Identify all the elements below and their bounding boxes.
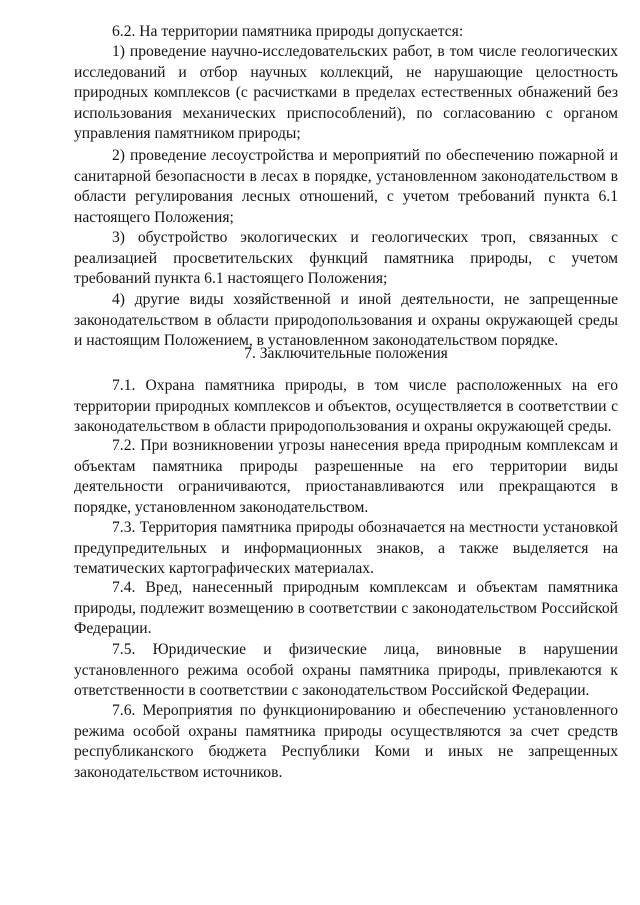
clause-7-6: 7.6. Мероприятия по функционированию и обеспечению установленного режима особой охраны памятника природы осуществляются за счет средств республиканского бюджета Республики Коми и иных не запрещенных законодательством источников. [74, 702, 618, 781]
clause-7-5: 7.5. Юридические и физические лица, виновные в нарушении установленного режима особой охраны памятника природы, привлекаются к ответственности в соответствии с законодательством Российской Федерации. [74, 641, 618, 700]
clause-6-2-item-2: 2) проведение лесоустройства и мероприятий по обеспечению пожарной и санитарной безопасности в лесах в порядке, установленном законодательством в области регулирования лесных отношений, с учетом требований пункта 6.1 настоящего Положения; [74, 147, 618, 226]
clause-7-4: 7.4. Вред, нанесенный природным комплексам и объектам памятника природы, подлежит возмещению в соответствии с законодательством Российской Федерации. [74, 579, 618, 638]
clause-7-3: 7.3. Территория памятника природы обозначается на местности установкой предупредительных и информационных знаков, а также выделяется на тематических картографических материалах. [74, 519, 618, 578]
clause-7-1: 7.1. Охрана памятника природы, в том числе расположенных на его территории природных комплексов и объектов, осуществляется в соответствии с законодательством в области природопользования и охраны окружающей среды. [74, 377, 618, 436]
clause-6-2-item-1: 1) проведение научно-исследовательских работ, в том числе геологических исследований и отбор научных коллекций, не нарушающие целостность природных комплексов (с расчистками в пределах естественных обнажений без использования механических приспособлений), по согласованию с органом управления памятником природы; [74, 43, 618, 143]
clause-7-2: 7.2. При возникновении угрозы нанесения вреда природным комплексам и объектам памятника природы разрешенные на его территории виды деятельности ограничиваются, приостанавливаются или прекращаются в порядке, установленном законодательством. [74, 437, 618, 516]
clause-6-2-item-4: 4) другие виды хозяйственной и иной деятельности, не запрещенные законодательством в области природопользования и охраны окружающей среды и настоящим Положением, в установленном законодательством порядке. [74, 291, 618, 350]
section-7-heading: 7. Заключительные положения [244, 345, 448, 362]
clause-6-2-intro: 6.2. На территории памятника природы допускается: [112, 23, 464, 40]
clause-6-2-item-3: 3) обустройство экологических и геологических троп, связанных с реализацией просветительских функций памятника природы, с учетом требований пункта 6.1 настоящего Положения; [74, 229, 618, 288]
